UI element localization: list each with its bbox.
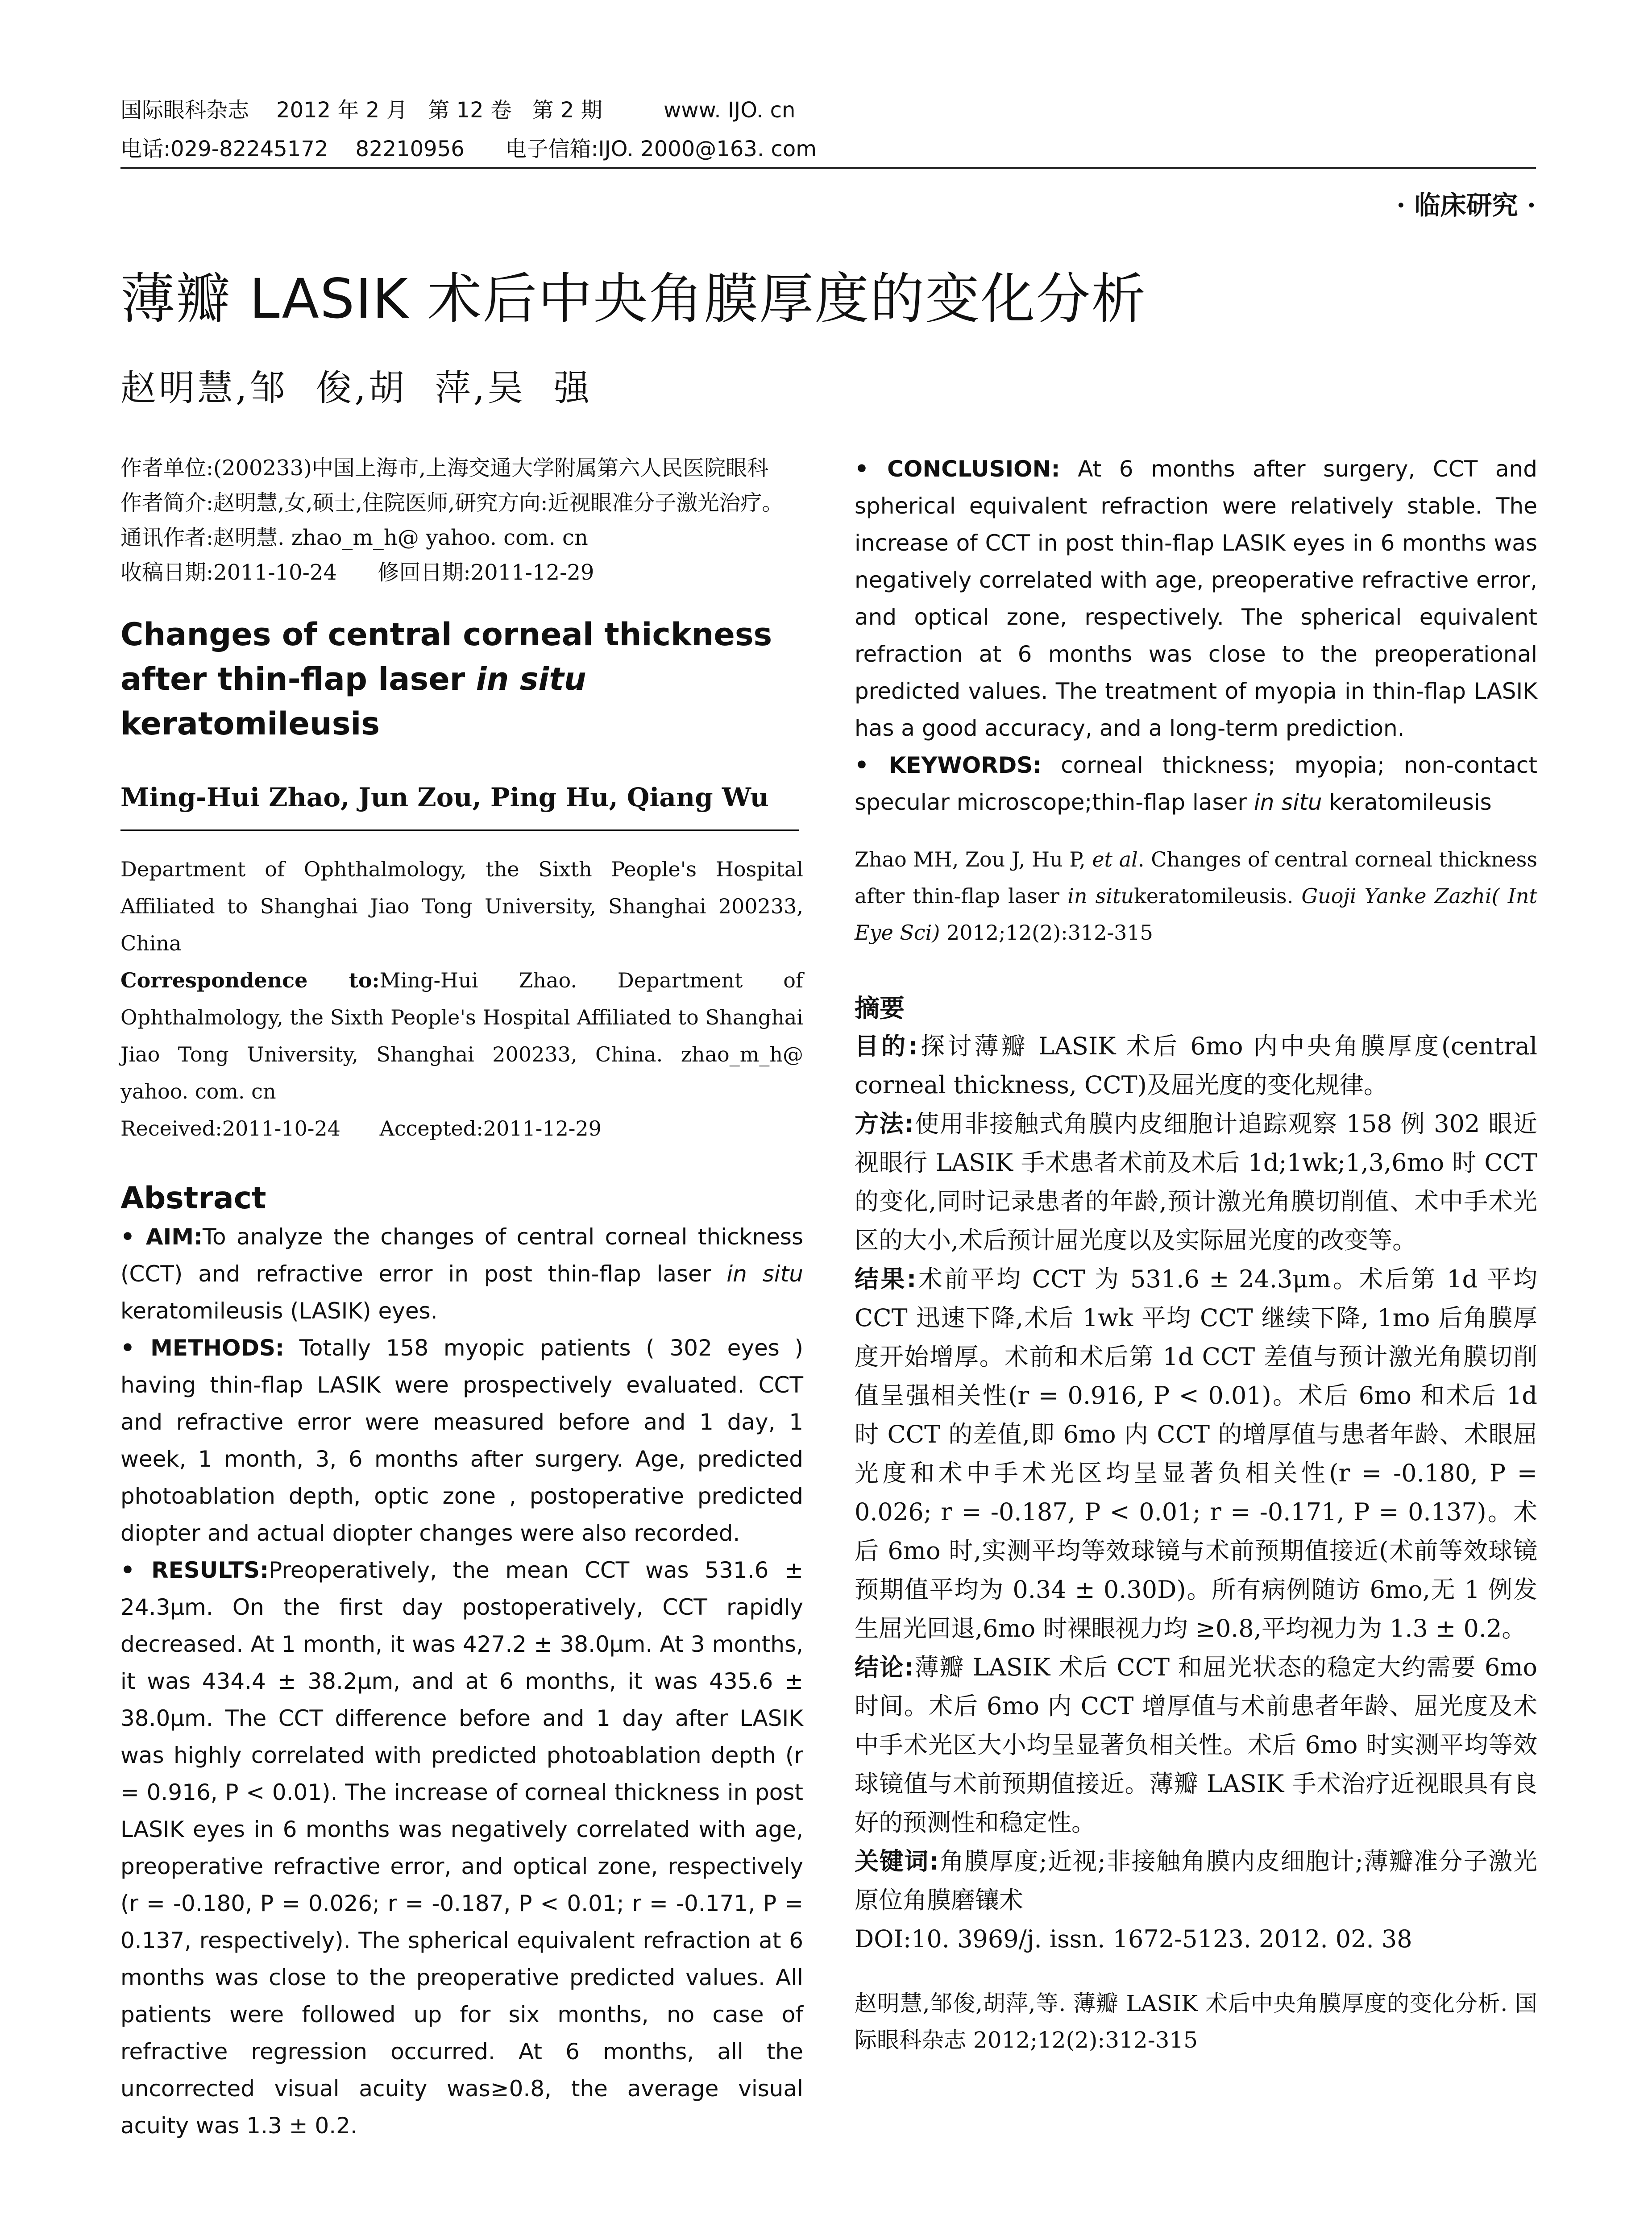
- cn-aim-label: 目的:: [855, 1032, 918, 1060]
- correspondence-text: Ming-Hui Zhao. Department of Ophthalmology, the Sixth People's Hospital Affiliated to Shanghai Jiao Tong University, Shanghai 200233, China. zhao_m_h@ yahoo. com. cn: [120, 968, 803, 1103]
- cn-methods-text: 使用非接触式角膜内皮细胞计追踪观察 158 例 302 眼近视眼行 LASIK 手术患者术前及术后 1d;1wk;1,3,6mo 时 CCT 的变化,同时记录患者的年龄,预计激光角膜切削值、术中手术光区的大小,术后预计屈光度以及实际屈光度的改变等。: [855, 1110, 1537, 1254]
- cite-journal: Guoji Yanke Zazhi( Int Eye Sci): [855, 884, 1538, 945]
- aim-text-1: To analyze the changes of central corneal thickness (CCT) and refractive error in post thin-flap laser: [120, 1224, 803, 1287]
- cn-keywords-label: 关键词:: [855, 1847, 939, 1875]
- abstract-cn-heading: 摘要: [855, 994, 905, 1023]
- authors-cn: 赵明慧,邹 俊,胡 萍,吴 强: [120, 367, 592, 409]
- citation-cn: 赵明慧,邹俊,胡萍,等. 薄瓣 LASIK 术后中央角膜厚度的变化分析. 国际眼科杂志 2012;12(2):312-315: [855, 1990, 1537, 2053]
- cn-results-label: 结果:: [855, 1265, 917, 1293]
- department-block: [120, 851, 803, 1147]
- abstract-results: [120, 1552, 803, 2144]
- abstract-heading: Abstract: [120, 1181, 266, 1216]
- authors-rule: [120, 829, 799, 831]
- cite-insitu: in situ: [1067, 884, 1134, 908]
- affiliation-cn: 作者单位:(200233)中国上海市,上海交通大学附属第六人民医院眼科: [120, 456, 769, 481]
- correspondence-label: Correspondence to:: [120, 968, 380, 992]
- cn-methods-label: 方法:: [855, 1110, 914, 1138]
- cn-conclusion: [855, 1648, 1537, 1842]
- doi: DOI:10. 3969/j. issn. 1672-5123. 2012. 02. 38: [855, 1925, 1412, 1953]
- abstract-aim: [120, 1219, 803, 1330]
- contact-line: 电话:029-82245172 82210956 电子信箱:IJO. 2000@163. com: [120, 137, 817, 162]
- article-title-cn: 薄瓣 LASIK 术后中央角膜厚度的变化分析: [120, 267, 1147, 331]
- conclusion-label: • CONCLUSION:: [855, 456, 1060, 482]
- correspondence-en: [120, 962, 803, 1110]
- aim-italic: in situ: [726, 1261, 803, 1287]
- abstract-cn-body: [855, 1027, 1537, 1958]
- conclusion-text: At 6 months after surgery, CCT and spherical equivalent refraction were relatively stable. The increase of CCT in post thin-flap LASIK eyes in 6 months was negatively correlated with age, preoperative refractive error, and optical zone, respectively. The spherical equivalent refraction at 6 months was close to the preoperational predicted values. The treatment of myopia in thin-flap LASIK has a good accuracy, and a long-term prediction.: [855, 456, 1537, 741]
- methods-label: • METHODS:: [120, 1335, 285, 1361]
- abstract-en-continued: [855, 451, 1537, 821]
- department-en: Department of Ophthalmology, the Sixth People's Hospital Affiliated to Shanghai Jiao Tong University, Shanghai 200233, China: [120, 857, 803, 955]
- cn-aim: [855, 1027, 1537, 1104]
- keywords-text-1: corneal thickness; myopia; non-contact specular microscope;thin-flap laser: [855, 752, 1537, 815]
- journal-line: 国际眼科杂志 2012 年 2 月 第 12 卷 第 2 期 www. IJO. cn: [120, 98, 796, 123]
- cn-conclusion-label: 结论:: [855, 1653, 914, 1681]
- cite-part4: 2012;12(2):312-315: [940, 921, 1153, 945]
- cn-results: [855, 1260, 1537, 1648]
- cn-aim-text: 探讨薄瓣 LASIK 术后 6mo 内中央角膜厚度(central corneal thickness, CCT)及屈光度的变化规律。: [855, 1032, 1537, 1099]
- title-en-part1: Changes of central corneal thickness after thin-flap laser: [120, 616, 772, 697]
- cn-methods: [855, 1104, 1537, 1260]
- cn-results-text: 术前平均 CCT 为 531.6 ± 24.3μm。术后第 1d 平均 CCT 迅速下降,术后 1wk 平均 CCT 继续下降, 1mo 后角膜厚度开始增厚。术前和术后第 1d CCT 差值与预计激光角膜切削值呈强相关性(r = 0.916, P < 0.01)。术后 6mo 和术后 1d 时 CCT 的差值,即 6mo 内 CCT 的增厚值与患者年龄、术眼屈光度和术中手术光区均呈显著负相关性(r = -0.180, P = 0.026; r = -0.187, P < 0.01; r = -0.171, P = 0.137)。术后 6mo 时,实测平均等效球镜与术前预期值接近(术前等效球镜预期值平均为 0.34 ± 0.30D)。所有病例随访 6mo,无 1 例发生屈光回退,6mo 时裸眼视力均 ≥0.8,平均视力为 1.3 ± 0.2。: [855, 1265, 1537, 1642]
- cite-part2: . Changes of central corneal thickness after thin-flap laser: [855, 847, 1538, 908]
- cn-conclusion-text: 薄瓣 LASIK 术后 CCT 和屈光状态的稳定大约需要 6mo 时间。术后 6mo 内 CCT 增厚值与术前患者年龄、屈光度及术中手术光区大小均呈显著负相关性。术后 6mo 时实测平均等效球镜值与术前预期值接近。薄瓣 LASIK 手术治疗近视眼具有良好的预测性和稳定性。: [855, 1653, 1537, 1837]
- abstract-conclusion: [855, 451, 1537, 747]
- keywords-italic: in situ: [1254, 789, 1322, 815]
- cite-part1: Zhao MH, Zou J, Hu P,: [855, 847, 1092, 871]
- left-column: [120, 451, 803, 2144]
- cite-etal: et al: [1092, 847, 1138, 871]
- title-en-part2: keratomileusis: [120, 705, 380, 742]
- aim-text-2: keratomileusis (LASIK) eyes.: [120, 1298, 438, 1324]
- keywords-label: • KEYWORDS:: [855, 752, 1042, 778]
- author-bio-cn: 作者简介:赵明慧,女,硕士,住院医师,研究方向:近视眼准分子激光治疗。: [120, 490, 784, 515]
- keywords-text-2: keratomileusis: [1322, 789, 1492, 815]
- cite-part3: keratomileusis.: [1134, 884, 1302, 908]
- abstract-methods: [120, 1330, 803, 1552]
- section-tag: · 临床研究 ·: [1396, 190, 1536, 220]
- dates-cn: 收稿日期:2011-10-24 修回日期:2011-12-29: [120, 560, 594, 585]
- results-text: Preoperatively, the mean CCT was 531.6 ± 24.3μm. On the first day postoperatively, CCT rapidly decreased. At 1 month, it was 427.2 ± 38.0μm. At 3 months, it was 434.4 ± 38.2μm, and at 6 months, it was 435.6 ± 38.0μm. The CCT difference before and 1 day after LASIK was highly correlated with predicted photoablation depth (r = 0.916, P < 0.01). The increase of corneal thickness in post LASIK eyes in 6 months was negatively correlated with age, preoperative refractive error, and optical zone, respectively (r = -0.180, P = 0.026; r = -0.187, P < 0.01; r = -0.171, P = 0.137, respectively). The spherical equivalent refraction at 6 months was close to the preoperative predicted values. All patients were followed up for six months, no case of refractive regression occurred. At 6 months, all the uncorrected visual acuity was≥0.8, the average visual acuity was 1.3 ± 0.2.: [120, 1557, 803, 2139]
- dates-en: Received:2011-10-24 Accepted:2011-12-29: [120, 1116, 602, 1140]
- authors-en: Ming-Hui Zhao, Jun Zou, Ping Hu, Qiang Wu: [120, 782, 769, 813]
- methods-text: Totally 158 myopic patients ( 302 eyes ) having thin-flap LASIK were prospectively evaluated. CCT and refractive error were measured before and 1 day, 1 week, 1 month, 3, 6 months after surgery. Age, predicted photoablation depth, optic zone , postoperative predicted diopter and actual diopter changes were also recorded.: [120, 1335, 803, 1546]
- abstract-keywords: [855, 747, 1537, 821]
- correspondence-cn: 通讯作者:赵明慧. zhao_m_h@ yahoo. com. cn: [120, 525, 588, 550]
- abstract-en-body: [120, 1219, 803, 2144]
- title-en-italic: in situ: [476, 661, 586, 697]
- cn-info-block: [120, 451, 803, 590]
- cn-keywords: [855, 1842, 1537, 1920]
- article-title-en: [120, 612, 803, 746]
- results-label: • RESULTS:: [120, 1557, 269, 1583]
- right-column: [855, 451, 1537, 2058]
- citation-en: [855, 841, 1537, 951]
- cn-keywords-text: 角膜厚度;近视;非接触角膜内皮细胞计;薄瓣准分子激光原位角膜磨镶术: [855, 1847, 1537, 1914]
- aim-label: • AIM:: [120, 1224, 203, 1250]
- header-rule: [120, 167, 1536, 169]
